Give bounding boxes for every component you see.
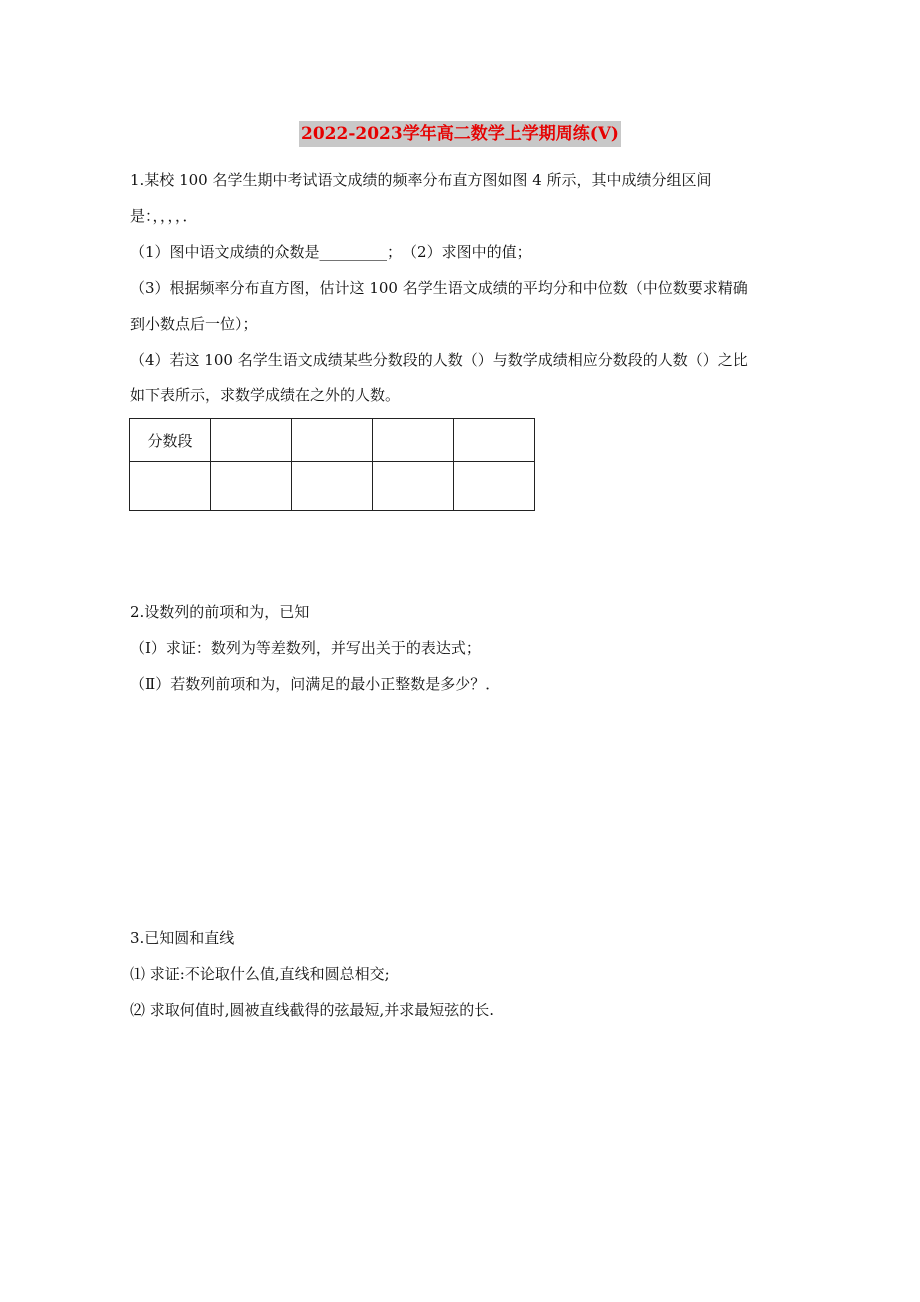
table-cell: [130, 462, 211, 511]
q1-line-1: 1.某校 100 名学生期中考试语文成绩的频率分布直方图如图 4 所示，其中成绩分组区间: [130, 171, 712, 189]
table-cell: [292, 419, 373, 462]
q1-line-7: 如下表所示，求数学成绩在之外的人数。: [130, 386, 401, 404]
q2-line-1: 2.设数列的前项和为，已知: [130, 603, 310, 621]
table-row: [130, 462, 535, 511]
q1-line-6: （4）若这 100 名学生语文成绩某些分数段的人数（）与数学成绩相应分数段的人数（）之比: [130, 351, 748, 369]
score-ratio-table: [129, 418, 535, 511]
title-container: [0, 121, 920, 147]
q2-line-2: （Ⅰ）求证：数列为等差数列，并写出关于的表达式；: [130, 639, 481, 657]
table-cell: [211, 462, 292, 511]
table-cell: [373, 419, 454, 462]
table-cell: [454, 462, 535, 511]
page-title: 2022-2023学年高二数学上学期周练(V): [299, 121, 621, 147]
q3-line-3: ⑵ 求取何值时,圆被直线截得的弦最短,并求最短弦的长.: [130, 1001, 495, 1019]
q1-line-4: （3）根据频率分布直方图，估计这 100 名学生语文成绩的平均分和中位数（中位数要求精确: [130, 279, 748, 297]
q1-line-3: （1）图中语文成绩的众数是_________； （2）求图中的值；: [130, 243, 532, 261]
table-header-cell: 分数段: [130, 419, 211, 462]
q1-line-2: 是：，，，，．: [130, 207, 198, 225]
table-cell: [373, 462, 454, 511]
q1-line-5: 到小数点后一位）；: [130, 315, 258, 333]
q3-line-2: ⑴ 求证:不论取什么值,直线和圆总相交;: [130, 965, 390, 983]
q2-line-3: （Ⅱ）若数列前项和为，问满足的最小正整数是多少？．: [130, 675, 501, 693]
table-cell: [454, 419, 535, 462]
table-cell: [211, 419, 292, 462]
table-row: [130, 419, 535, 462]
table-cell: [292, 462, 373, 511]
q3-line-1: 3.已知圆和直线: [130, 929, 235, 947]
